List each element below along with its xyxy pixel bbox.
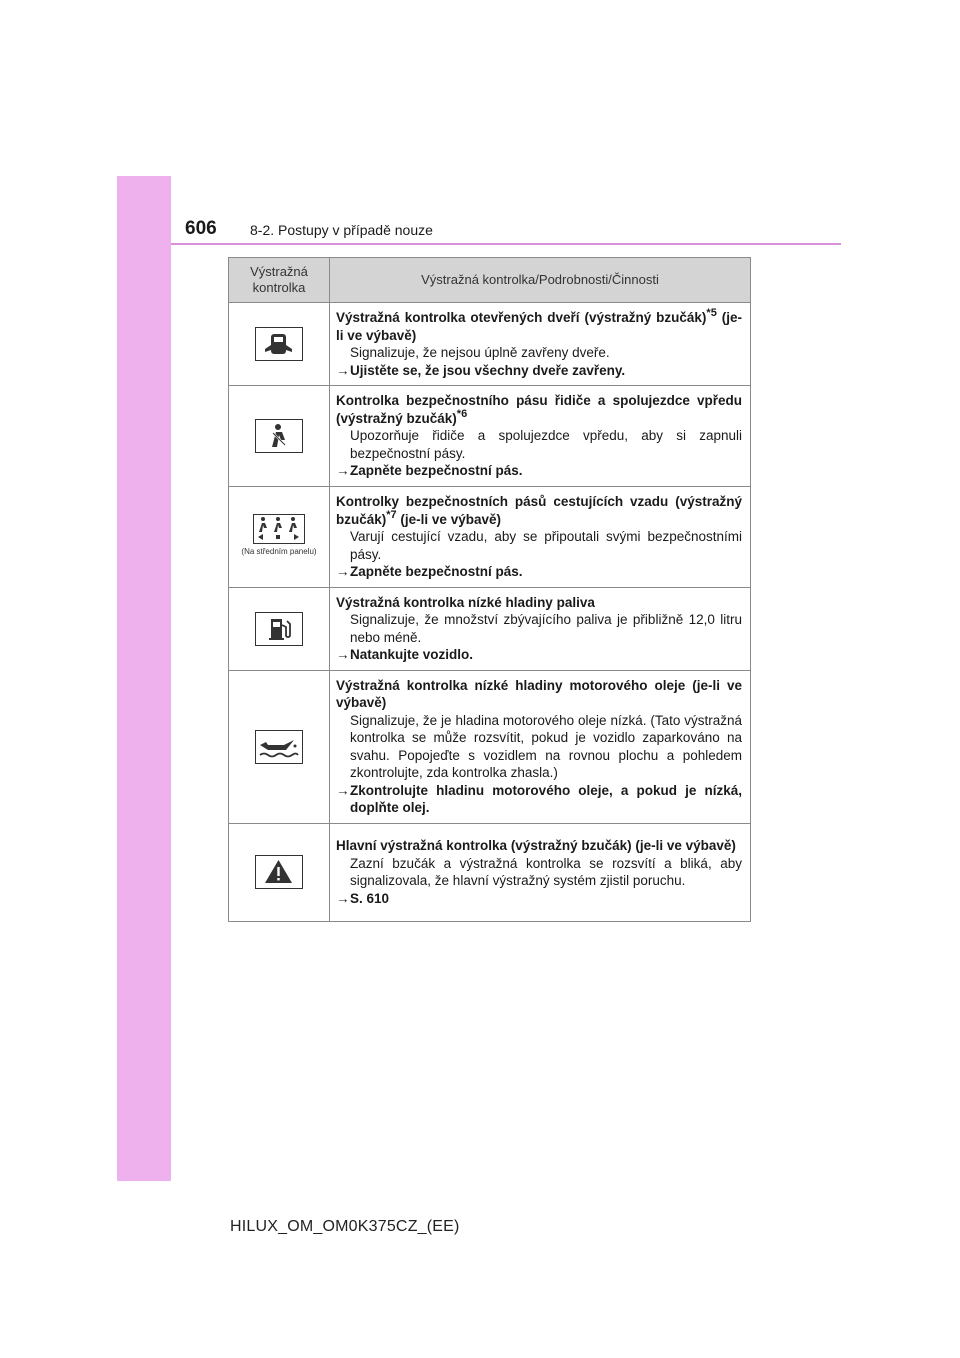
table-row xyxy=(229,487,751,588)
seatbelt-icon xyxy=(255,419,303,453)
row-title: Kontrolky bezpečnostních pásů cestujících vzadu (výstražný bzučák)$^{*7}$ (je-li ve výbavě) xyxy=(336,494,742,527)
open-door-icon xyxy=(255,327,303,361)
rear-seatbelt-icon xyxy=(253,514,305,544)
master-warning-icon xyxy=(255,855,303,889)
oil-level-icon xyxy=(255,730,303,764)
row-description: Zazní bzučák a výstražná kontrolka se rozsvítí a bliká, aby signalizovala, že hlavní výstražný systém zjistil poruchu. xyxy=(350,855,742,888)
row-description: Upozorňuje řidiče a spolujezdce vpředu, aby si zapnuli bezpečnostní pásy. xyxy=(350,428,742,461)
table-row xyxy=(229,587,751,670)
table-row xyxy=(229,823,751,921)
row-action: → Natankujte vozidlo. xyxy=(336,647,474,662)
row-title: Kontrolka bezpečnostního pásu řidiče a spolujezdce vpředu (výstražný bzučák)$^{*6}$ xyxy=(336,393,742,426)
header-divider xyxy=(171,243,841,245)
side-tab-band xyxy=(117,176,171,1181)
row-title: Hlavní výstražná kontrolka (výstražný bzučák) (je-li ve výbavě) xyxy=(336,838,736,853)
row-action: → Zapněte bezpečnostní pás. xyxy=(336,463,523,479)
row-title: Výstražná kontrolka otevřených dveří (výstražný bzučák)$^{*5}$ (je-li ve výbavě) xyxy=(336,307,742,343)
table-row xyxy=(229,386,751,487)
row-description: Signalizuje, že nejsou úplně zavřeny dveře. xyxy=(350,345,610,360)
fuel-pump-icon xyxy=(255,612,303,646)
header-details-column: Výstražná kontrolka/Podrobnosti/Činnosti xyxy=(330,258,751,303)
row-description: Signalizuje, že množství zbývajícího paliva je přibližně 12,0 litru nebo méně. xyxy=(350,612,742,645)
table-header-row xyxy=(229,258,751,303)
page-number: 606 xyxy=(185,218,217,239)
row-action: → S. 610 xyxy=(336,890,390,906)
table-row xyxy=(229,670,751,823)
row-description: Signalizuje, že je hladina motorového oleje nízká. (Tato výstražná kontrolka se může rozsvítit, pokud je vozidlo zaparkováno na svahu. Popojeďte s vozidlem na rovnou plochu a pohledem zkontrolujte, zda kontrolka zhasla.) xyxy=(350,712,742,780)
row-title: Výstražná kontrolka nízké hladiny paliva xyxy=(336,594,595,610)
row-description: Varují cestující vzadu, aby se připoutali svými bezpečnostními pásy. xyxy=(350,529,742,562)
table-row xyxy=(229,303,751,386)
document-code: HILUX_OM_OM0K375CZ_(EE) xyxy=(230,1218,460,1235)
warning-lights-table xyxy=(228,257,751,922)
row-action: → Ujistěte se, že jsou všechny dveře zavřeny. xyxy=(336,362,626,378)
row-action: → Zkontrolujte hladinu motorového oleje, a pokud je nízká, doplňte olej. xyxy=(336,782,742,815)
header-icon-column: Výstražná kontrolka xyxy=(229,258,330,303)
row-title: Výstražná kontrolka nízké hladiny motorového oleje (je-li ve výbavě) xyxy=(336,677,742,710)
section-title: 8-2. Postupy v případě nouze xyxy=(250,222,433,238)
icon-note: (Na středním panelu) xyxy=(241,547,317,557)
row-action: → Zapněte bezpečnostní pás. xyxy=(336,564,523,579)
